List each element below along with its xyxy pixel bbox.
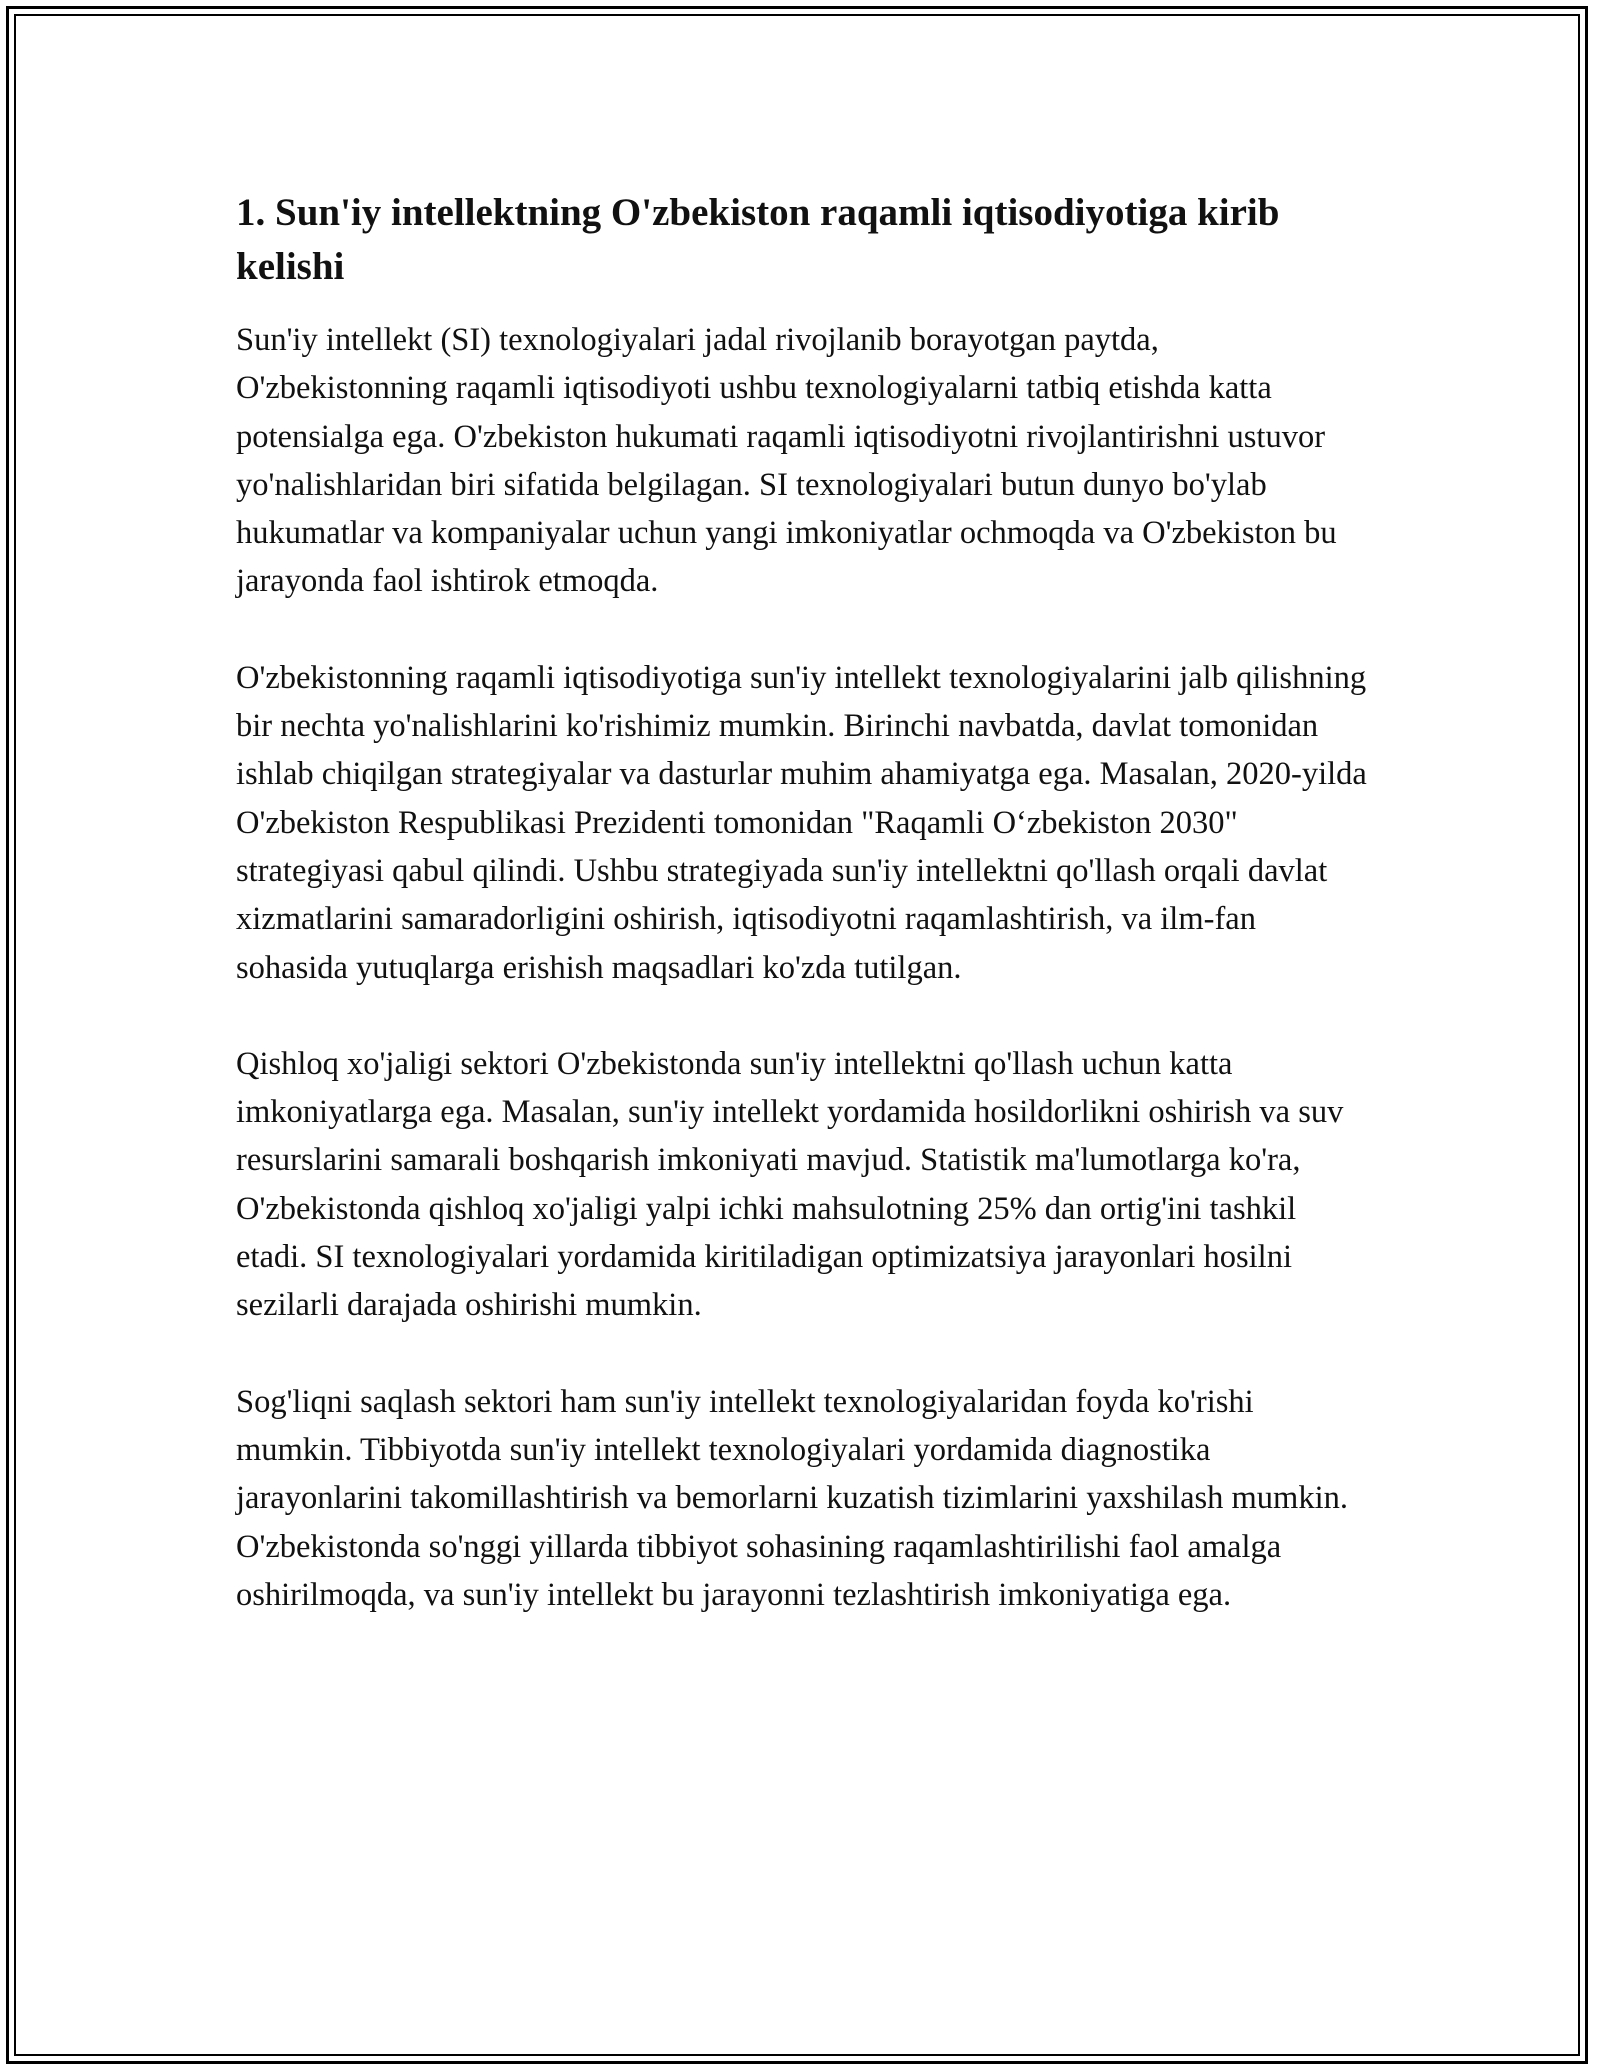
document-body xyxy=(236,186,1371,1667)
paragraph-3: Qishloq xo'jaligi sektori O'zbekistonda sun'iy intellektni qo'llash uchun katta imkoniyatlarga ega. Masalan, sun'iy intellekt yordamida hosildorlikni oshirish va suv resurslarini samarali boshqarish imkoniyati mavjud. Statistik ma'lumotlarga ko'ra, O'zbekistonda qishloq xo'jaligi yalpi ichki mahsulotning 25% dan ortig'ini tashkil etadi. SI texnologiyalari yordamida kiritiladigan optimizatsiya jarayonlari hosilni sezilarli darajada oshirishi mumkin. xyxy=(236,1045,1344,1324)
paragraph-2: O'zbekistonning raqamli iqtisodiyotiga sun'iy intellekt texnologiyalarini jalb qilishning bir nechta yo'nalishlarini ko'rishimiz mumkin. Birinchi navbatda, davlat tomonidan ishlab chiqilgan strategiyalar va dasturlar muhim ahamiyatga ega. Masalan, 2020-yilda O'zbekiston Respublikasi Prezidenti tomonidan "Raqamli O‘zbekiston 2030" strategiyasi qabul qilindi. Ushbu strategiyada sun'iy intellektni qo'llash orqali davlat xizmatlarini samaradorligini oshirish, iqtisodiyotni raqamlashtirish, va ilm-fan sohasida yutuqlarga erishish maqsadlari ko'zda tutilgan. xyxy=(236,659,1367,986)
section-title: 1. Sun'iy intellektning O'zbekiston raqamli iqtisodiyotiga kirib kelishi xyxy=(236,191,1280,288)
paragraph-1: Sun'iy intellekt (SI) texnologiyalari jadal rivojlanib borayotgan paytda, O'zbekistonning raqamli iqtisodiyoti ushbu texnologiyalarni tatbiq etishda katta potensialga ega. O'zbekiston hukumati raqamli iqtisodiyotni rivojlantirishni ustuvor yo'nalishlaridan biri sifatida belgilagan. SI texnologiyalari butun dunyo bo'ylab hukumatlar va kompaniyalar uchun yangi imkoniyatlar ochmoqda va O'zbekiston bu jarayonda faol ishtirok etmoqda. xyxy=(236,322,1337,600)
paragraph-4: Sog'liqni saqlash sektori ham sun'iy intellekt texnologiyalaridan foyda ko'rishi mumkin. Tibbiyotda sun'iy intellekt texnologiyalari yordamida diagnostika jarayonlarini takomillashtirish va bemorlarni kuzatish tizimlarini yaxshilash mumkin. O'zbekistonda so'nggi yillarda tibbiyot sohasining raqamlashtirilishi faol amalga oshirilmoqda, va sun'iy intellekt bu jarayonni tezlashtirish imkoniyatiga ega. xyxy=(236,1383,1348,1613)
